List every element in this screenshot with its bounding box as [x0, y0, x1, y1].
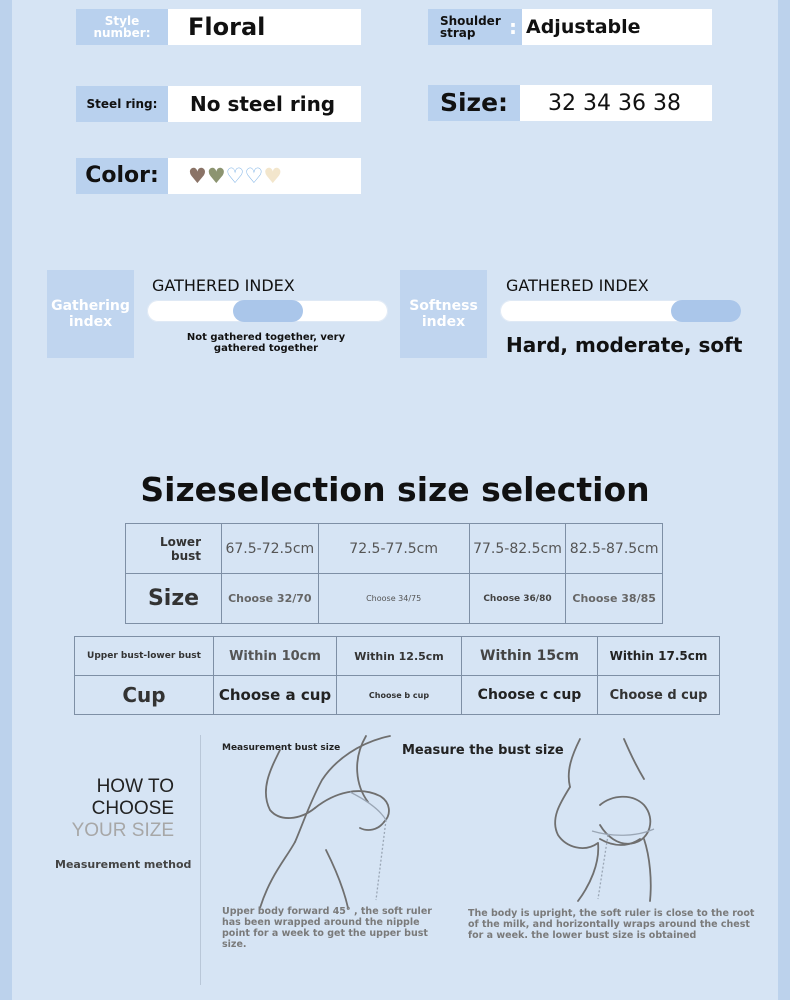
how-line-3: YOUR SIZE [71, 820, 174, 841]
spec-steel-ring [76, 86, 361, 122]
spec-color [76, 158, 361, 194]
size-header: Size [126, 574, 222, 624]
lower-bust-header: Lower bust [126, 524, 222, 574]
figure2-description: The body is upright, the soft ruler is close to the root of the milk, and horizontally wraps around the chest for a week. the lower bust size is obtained [468, 908, 755, 941]
spec-value: Floral [168, 9, 361, 45]
within-cell: Within 12.5cm [337, 637, 462, 676]
within-cell: Within 15cm [462, 637, 598, 676]
spec-label: Color: [76, 158, 168, 194]
within-cell: Within 10cm [214, 637, 337, 676]
cup-header: Cup [75, 676, 214, 715]
color-heart-icon: ♥ [188, 164, 207, 188]
gathering-note: Not gathered together, very gathered together [186, 332, 346, 354]
within-cell: Within 17.5cm [598, 637, 720, 676]
spec-label: Size: [428, 85, 520, 121]
gathering-slider [147, 300, 388, 322]
size-cell: Choose 36/80 [469, 574, 566, 624]
color-swatches [168, 158, 361, 194]
cup-cell: Choose a cup [214, 676, 337, 715]
spec-label: Steel ring: [76, 86, 168, 122]
heart-icons [188, 164, 282, 188]
spec-value: 32 34 36 38 [520, 85, 712, 121]
softness-index-tag: Softness index [400, 270, 487, 358]
upper-bust-figure [240, 730, 440, 910]
gathering-title: GATHERED INDEX [152, 276, 295, 295]
softness-slider-knob [671, 300, 741, 322]
size-cell: Choose 34/75 [318, 574, 469, 624]
how-line-1: HOW TO [96, 776, 174, 797]
spec-value: No steel ring [168, 86, 361, 122]
table-row [126, 524, 663, 574]
gathering-slider-knob [233, 300, 303, 322]
table-row [75, 676, 720, 715]
size-cell: Choose 38/85 [566, 574, 663, 624]
gathering-index-tag: Gathering index [47, 270, 134, 358]
color-heart-icon: ♥ [206, 164, 226, 188]
bust-difference-header: Upper bust-lower bust [75, 637, 214, 676]
size-selection-heading: Sizeselection size selection [140, 470, 650, 509]
color-heart-icon: ♥ [263, 164, 283, 188]
figure2-caption: Measure the bust size [402, 743, 564, 758]
cup-cell: Choose b cup [337, 676, 462, 715]
size-table [125, 523, 663, 624]
spec-separator: : [504, 9, 522, 45]
softness-value: Hard, moderate, soft [506, 333, 743, 357]
color-heart-icon: ♡ [244, 164, 264, 188]
range-cell: 82.5-87.5cm [566, 524, 663, 574]
figure1-description: Upper body forward 45° , the soft ruler has been wrapped around the nipple point for a week to get the upper bust size. [222, 906, 432, 950]
spec-value: Adjustable [522, 9, 712, 45]
cup-cell: Choose c cup [462, 676, 598, 715]
measurement-method-label: Measurement method [55, 858, 192, 871]
range-cell: 72.5-77.5cm [318, 524, 469, 574]
softness-title: GATHERED INDEX [506, 276, 649, 295]
how-line-2: CHOOSE [91, 798, 174, 819]
range-cell: 77.5-82.5cm [469, 524, 566, 574]
table-row [126, 574, 663, 624]
table-row [75, 637, 720, 676]
cup-cell: Choose d cup [598, 676, 720, 715]
spec-style-number [76, 9, 361, 45]
divider [200, 735, 201, 985]
spec-label: Shoulder strap [428, 9, 504, 45]
color-heart-icon: ♡ [225, 164, 245, 188]
figure1-caption: Measurement bust size [222, 743, 341, 753]
softness-slider [500, 300, 741, 322]
range-cell: 67.5-72.5cm [222, 524, 319, 574]
spec-size [428, 85, 712, 121]
cup-table [74, 636, 720, 715]
lower-bust-figure [520, 735, 700, 905]
how-to-choose [72, 776, 174, 842]
size-cell: Choose 32/70 [222, 574, 319, 624]
spec-shoulder-strap [428, 9, 712, 45]
spec-label: Style number: [76, 9, 168, 45]
